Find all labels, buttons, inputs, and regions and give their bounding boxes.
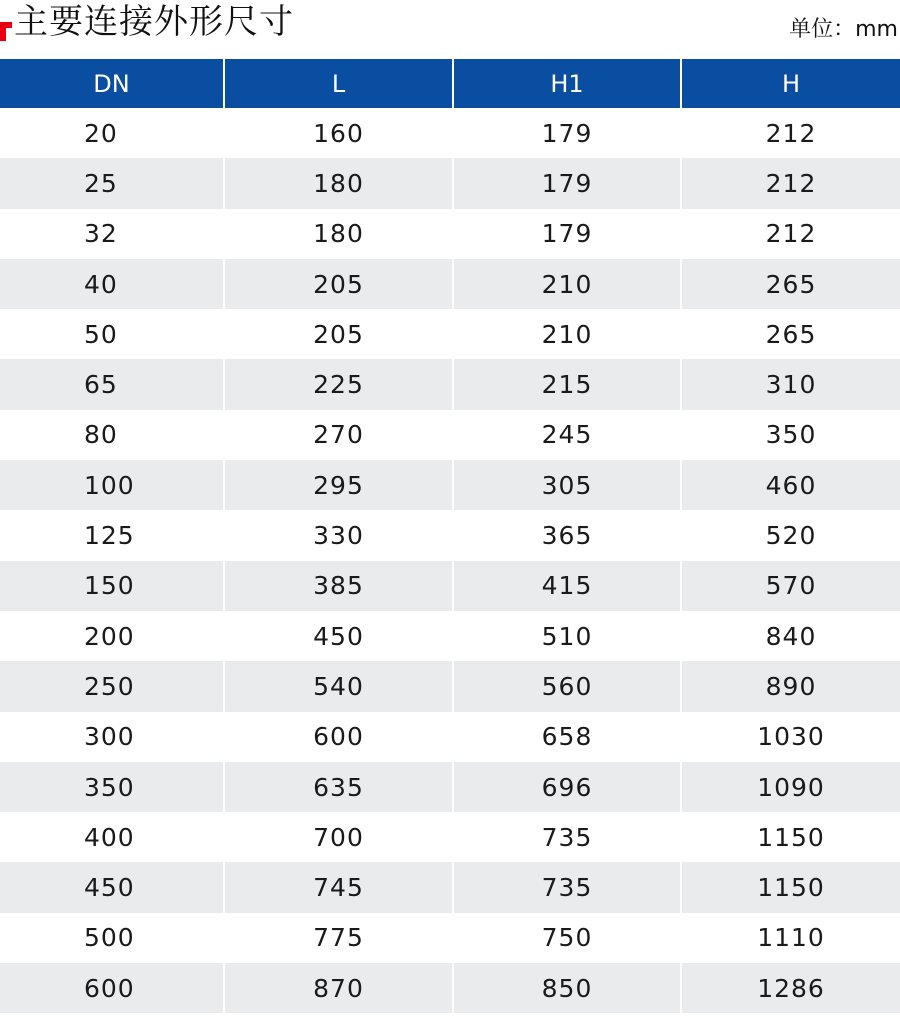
- h1-cell: 210: [453, 259, 681, 309]
- h-cell: 350: [681, 410, 900, 460]
- column-header-dn: DN: [0, 59, 224, 108]
- dn-cell: 450: [0, 862, 224, 912]
- table-row: [0, 108, 900, 158]
- column-header-h1: H1: [453, 59, 681, 108]
- h1-cell: 510: [453, 611, 681, 661]
- dn-cell: 50: [0, 309, 224, 359]
- table-row: [0, 209, 900, 259]
- h-cell: 840: [681, 611, 900, 661]
- h1-cell: 215: [453, 359, 681, 409]
- l-cell: 450: [224, 611, 453, 661]
- table-row: [0, 712, 900, 762]
- dn-cell: 400: [0, 812, 224, 862]
- dn-cell: 150: [0, 561, 224, 611]
- h-cell: 1286: [681, 963, 900, 1013]
- table-row: [0, 963, 900, 1013]
- l-cell: 270: [224, 410, 453, 460]
- l-cell: 180: [224, 158, 453, 208]
- h-cell: 265: [681, 309, 900, 359]
- l-cell: 330: [224, 510, 453, 560]
- dn-cell: 65: [0, 359, 224, 409]
- h1-cell: 415: [453, 561, 681, 611]
- header-row: [0, 59, 900, 108]
- table-row: [0, 862, 900, 912]
- title-bar: [0, 0, 900, 58]
- table-body: [0, 108, 900, 1013]
- table-row: [0, 359, 900, 409]
- l-cell: 205: [224, 309, 453, 359]
- h1-cell: 696: [453, 762, 681, 812]
- unit-label: 单位：mm: [789, 17, 898, 42]
- l-cell: 205: [224, 259, 453, 309]
- h-cell: 212: [681, 108, 900, 158]
- h1-cell: 850: [453, 963, 681, 1013]
- h-cell: 1030: [681, 712, 900, 762]
- l-cell: 295: [224, 460, 453, 510]
- dn-cell: 250: [0, 661, 224, 711]
- dn-cell: 20: [0, 108, 224, 158]
- h-cell: 520: [681, 510, 900, 560]
- dn-cell: 500: [0, 913, 224, 963]
- table-row: [0, 762, 900, 812]
- h1-cell: 735: [453, 862, 681, 912]
- l-cell: 870: [224, 963, 453, 1013]
- h1-cell: 179: [453, 158, 681, 208]
- page-title: 主要连接外形尺寸: [14, 2, 294, 42]
- dn-cell: 80: [0, 410, 224, 460]
- table-row: [0, 611, 900, 661]
- title-accent-mark: [0, 17, 12, 41]
- dn-cell: 25: [0, 158, 224, 208]
- h-cell: 212: [681, 158, 900, 208]
- table-row: [0, 812, 900, 862]
- h1-cell: 365: [453, 510, 681, 560]
- table-row: [0, 561, 900, 611]
- table-row: [0, 460, 900, 510]
- dn-cell: 40: [0, 259, 224, 309]
- dn-cell: 600: [0, 963, 224, 1013]
- h-cell: 265: [681, 259, 900, 309]
- h1-cell: 305: [453, 460, 681, 510]
- l-cell: 775: [224, 913, 453, 963]
- h1-cell: 750: [453, 913, 681, 963]
- h-cell: 1150: [681, 812, 900, 862]
- h1-cell: 179: [453, 209, 681, 259]
- h1-cell: 245: [453, 410, 681, 460]
- table-row: [0, 661, 900, 711]
- h-cell: 310: [681, 359, 900, 409]
- l-cell: 160: [224, 108, 453, 158]
- column-header-l: L: [224, 59, 453, 108]
- l-cell: 700: [224, 812, 453, 862]
- l-cell: 600: [224, 712, 453, 762]
- l-cell: 540: [224, 661, 453, 711]
- h-cell: 1150: [681, 862, 900, 912]
- table-row: [0, 913, 900, 963]
- dn-cell: 200: [0, 611, 224, 661]
- h-cell: 890: [681, 661, 900, 711]
- h1-cell: 179: [453, 108, 681, 158]
- l-cell: 385: [224, 561, 453, 611]
- table-header: [0, 59, 900, 108]
- table-row: [0, 410, 900, 460]
- dimensions-table: [0, 59, 900, 1013]
- h1-cell: 735: [453, 812, 681, 862]
- h-cell: 1110: [681, 913, 900, 963]
- h-cell: 212: [681, 209, 900, 259]
- l-cell: 180: [224, 209, 453, 259]
- h1-cell: 210: [453, 309, 681, 359]
- h-cell: 460: [681, 460, 900, 510]
- table-row: [0, 259, 900, 309]
- dn-cell: 350: [0, 762, 224, 812]
- table-row: [0, 158, 900, 208]
- table-row: [0, 510, 900, 560]
- h1-cell: 658: [453, 712, 681, 762]
- table-row: [0, 309, 900, 359]
- l-cell: 225: [224, 359, 453, 409]
- h-cell: 1090: [681, 762, 900, 812]
- dn-cell: 100: [0, 460, 224, 510]
- h1-cell: 560: [453, 661, 681, 711]
- l-cell: 745: [224, 862, 453, 912]
- dn-cell: 32: [0, 209, 224, 259]
- dn-cell: 125: [0, 510, 224, 560]
- dn-cell: 300: [0, 712, 224, 762]
- column-header-h: H: [681, 59, 900, 108]
- h-cell: 570: [681, 561, 900, 611]
- title-accent-bar-vertical: [0, 22, 6, 41]
- l-cell: 635: [224, 762, 453, 812]
